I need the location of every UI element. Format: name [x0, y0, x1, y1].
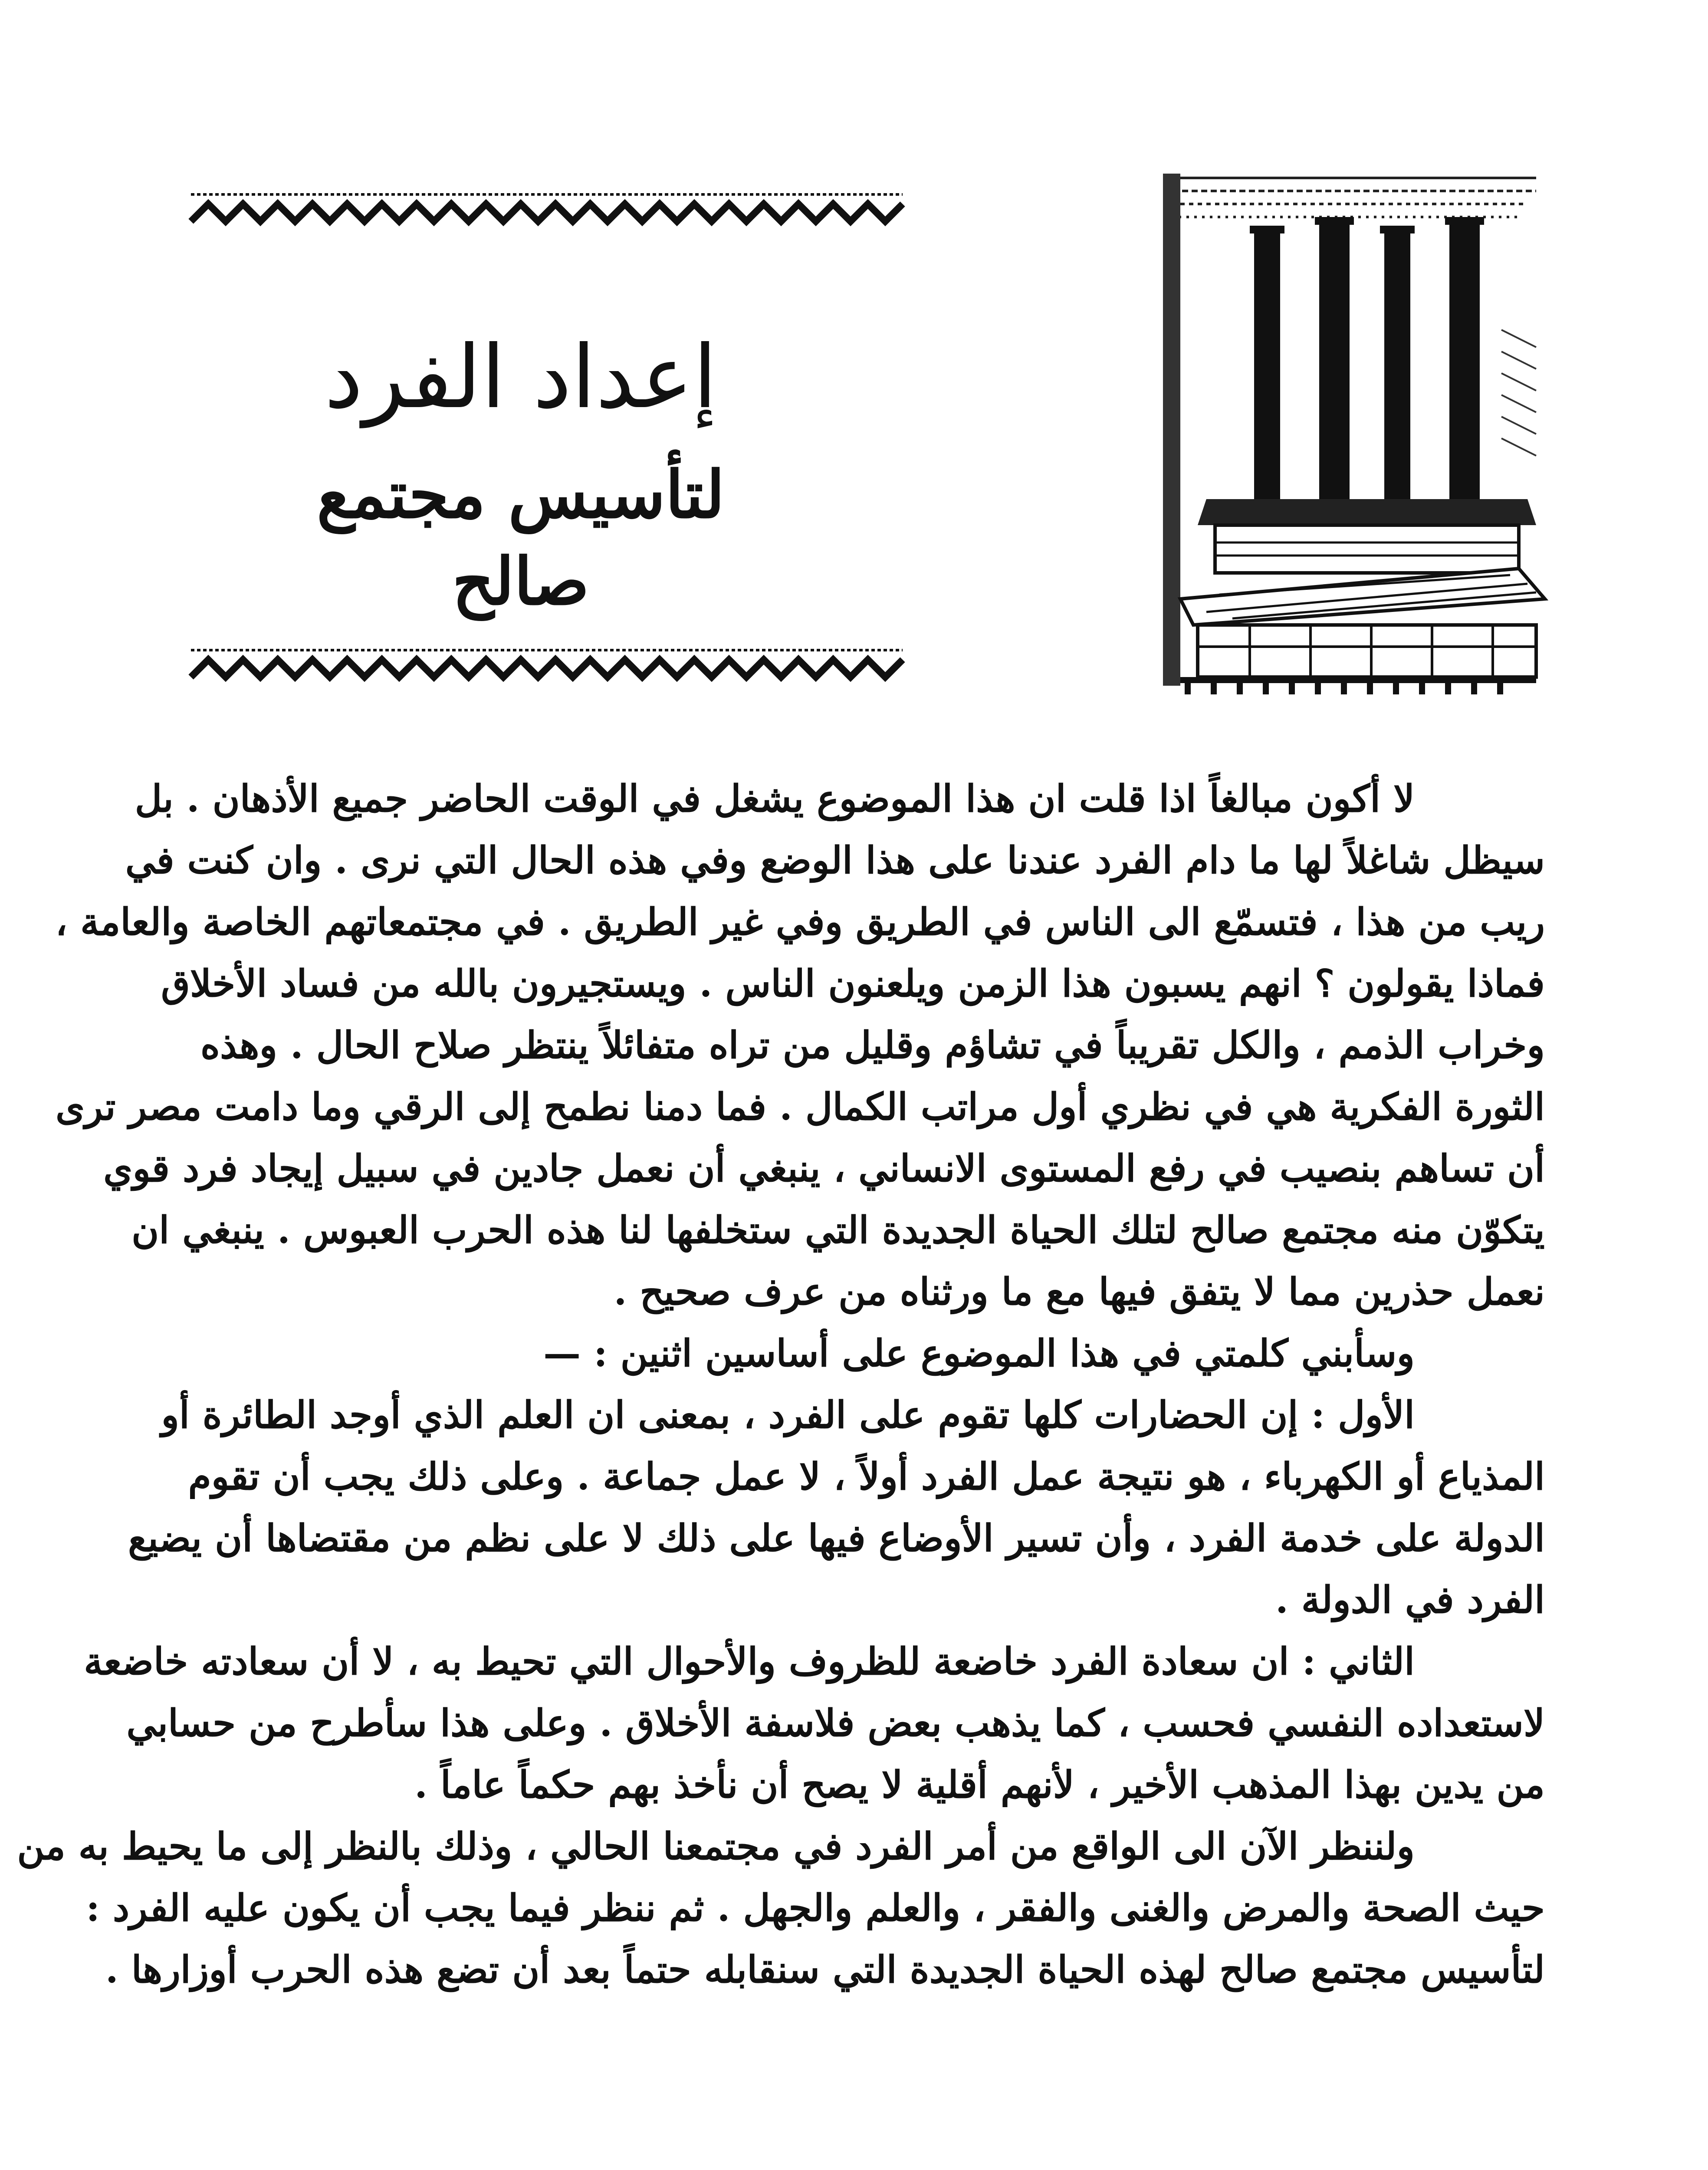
- factory-illustration: [1154, 165, 1545, 694]
- body-line: من يدين بهذا المذهب الأخير ، لأنهم أقلية لا يصح أن نأخذ بهم حكماً عاماً .: [414, 1763, 1545, 1807]
- article-subtitle: لتأسيس مجتمع صالح: [316, 457, 725, 620]
- body-line: لاستعداده النفسي فحسب ، كما يذهب بعض فلاسفة الأخلاق . وعلى هذا سأطرح من حسابي: [126, 1701, 1545, 1745]
- body-line: لتأسيس مجتمع صالح لهذه الحياة الجديدة التي سنقابله حتماً بعد أن تضع هذه الحرب أوزارها .: [105, 1948, 1545, 1992]
- body-line: سيظل شاغلاً لها ما دام الفرد عندنا على هذا الوضع وفي هذه الحال التي نرى . وان كنت في: [125, 838, 1545, 882]
- body-line: الأول : إن الحضارات كلها تقوم على الفرد ، بمعنى ان العلم الذي أوجد الطائرة أو: [161, 1393, 1415, 1437]
- body-line: وخراب الذمم ، والكل تقريباً في تشاؤم وقليل من تراه متفائلاً ينتظر صلاح الحال . وهذه: [200, 1023, 1545, 1067]
- body-line: وسأبني كلمتي في هذا الموضوع على أساسين اثنين : —: [543, 1332, 1415, 1375]
- body-line: الدولة على خدمة الفرد ، وأن تسير الأوضاع فيها على ذلك لا على نظم من مقتضاها أن يضيع: [128, 1516, 1545, 1560]
- body-line: يتكوّن منه مجتمع صالح لتلك الحياة الجديدة التي ستخلفها لنا هذه الحرب العبوس . ينبغي ان: [131, 1208, 1545, 1252]
- body-line: الفرد في الدولة .: [1275, 1578, 1545, 1622]
- article-title: إعداد الفرد: [324, 327, 717, 428]
- body-line: ريب من هذا ، فتسمّع الى الناس في الطريق وفي غير الطريق . في مجتمعاتهم الخاصة والعامة ،: [55, 900, 1545, 944]
- body-line: الثورة الفكرية هي في نظري أول مراتب الكمال . فما دمنا نطمح إلى الرقي وما دامت مصر ترى: [55, 1085, 1545, 1129]
- body-line: ولننظر الآن الى الواقع من أمر الفرد في مجتمعنا الحالي ، وذلك بالنظر إلى ما يحيط به من: [17, 1825, 1415, 1868]
- body-line: المذياع أو الكهرباء ، هو نتيجة عمل الفرد أولاً ، لا عمل جماعة . وعلى ذلك يجب أن تقوم: [188, 1455, 1545, 1499]
- body-line: لا أكون مبالغاً اذا قلت ان هذا الموضوع يشغل في الوقت الحاضر جميع الأذهان . بل: [135, 777, 1415, 821]
- body-line: فماذا يقولون ؟ انهم يسبون هذا الزمن ويلعنون الناس . ويستجيرون بالله من فساد الأخلاق: [161, 962, 1545, 1006]
- top-zigzag-border: [191, 187, 903, 234]
- body-line: حيث الصحة والمرض والغنى والفقر ، والعلم والجهل . ثم ننظر فيما يجب أن يكون عليه الفرد :: [86, 1886, 1545, 1930]
- body-line: نعمل حذرين مما لا يتفق فيها مع ما ورثناه من عرف صحيح .: [614, 1270, 1545, 1314]
- body-line: أن تساهم بنصيب في رفع المستوى الانساني ، ينبغي أن نعمل جادين في سبيل إيجاد فرد قوي: [103, 1147, 1545, 1190]
- bottom-zigzag-border: [191, 642, 903, 690]
- article-body: [17, 768, 1545, 2001]
- body-line: الثاني : ان سعادة الفرد خاضعة للظروف والأحوال التي تحيط به ، لا أن سعادته خاضعة: [84, 1640, 1415, 1683]
- title-block: [260, 321, 781, 625]
